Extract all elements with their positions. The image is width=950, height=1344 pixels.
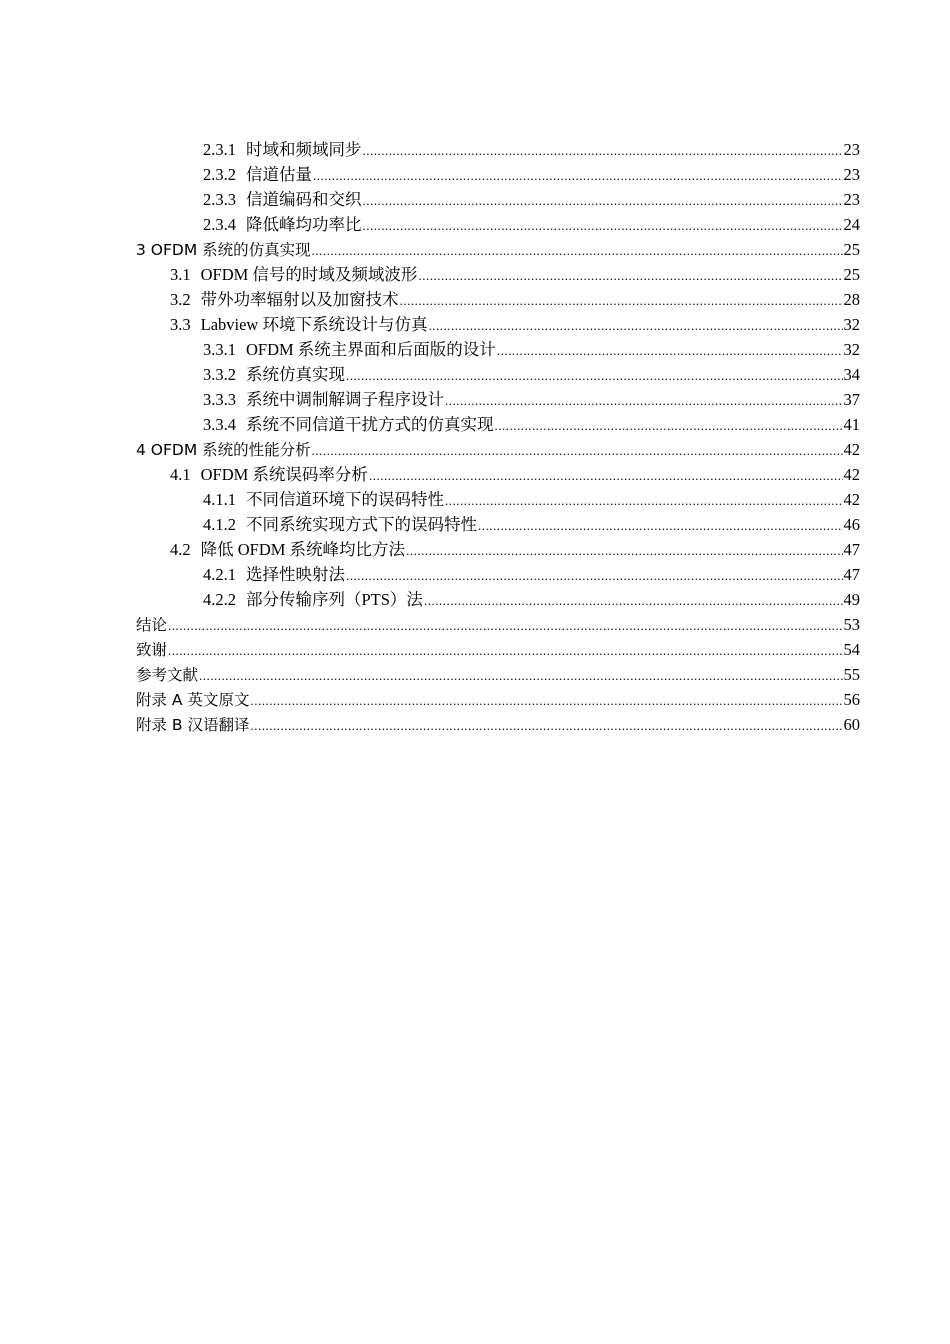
toc-entry[interactable] (136, 162, 860, 187)
toc-dot-leader (168, 613, 842, 638)
toc-entry-title: 4 OFDM 系统的性能分析 (136, 441, 311, 459)
toc-entry-title: 附录 A 英文原文 (136, 691, 250, 709)
toc-entry-page-number: 46 (843, 515, 860, 534)
toc-entry-page-number: 37 (843, 390, 860, 409)
toc-dot-leader (497, 338, 843, 363)
toc-entry-number: 3.3.1 (203, 340, 236, 359)
toc-dot-leader (369, 463, 843, 488)
toc-entry-page-number: 32 (843, 315, 860, 334)
toc-entry-title: OFDM 系统主界面和后面版的设计 (246, 340, 496, 359)
toc-entry-number: 4.1.1 (203, 490, 236, 509)
toc-dot-leader (445, 388, 843, 413)
toc-entry[interactable] (136, 662, 860, 687)
toc-entry-number: 4.2.1 (203, 565, 236, 584)
toc-dot-leader (418, 263, 842, 288)
toc-entry-title: 选择性映射法 (246, 565, 345, 584)
toc-entry[interactable] (136, 387, 860, 412)
toc-entry[interactable] (136, 362, 860, 387)
toc-dot-leader (168, 638, 842, 663)
toc-entry-title: 信道编码和交织 (246, 190, 362, 209)
toc-entry-title: 系统仿真实现 (246, 365, 345, 384)
toc-entry-page-number: 42 (843, 490, 860, 509)
toc-entry[interactable] (136, 462, 860, 487)
toc-entry-page-number: 49 (843, 590, 860, 609)
toc-entry-number: 3.1 (170, 265, 191, 284)
toc-entry-number: 4.1 (170, 465, 191, 484)
toc-entry-number: 3.3.2 (203, 365, 236, 384)
toc-entry-title: 3 OFDM 系统的仿真实现 (136, 241, 311, 259)
toc-entry-title: OFDM 系统误码率分析 (200, 465, 368, 484)
toc-entry[interactable] (136, 512, 860, 537)
toc-entry-number: 2.3.1 (203, 140, 236, 159)
toc-dot-leader (312, 238, 843, 263)
toc-entry-number: 3.2 (170, 290, 191, 309)
toc-entry-title: 不同信道环境下的误码特性 (246, 490, 444, 509)
toc-dot-leader (251, 713, 843, 738)
toc-entry[interactable] (136, 487, 860, 512)
toc-entry-number: 3.3 (170, 315, 191, 334)
toc-entry[interactable] (136, 287, 860, 312)
toc-entry-title: 降低 OFDM 系统峰均比方法 (200, 540, 406, 559)
toc-entry-page-number: 23 (843, 190, 860, 209)
toc-dot-leader (445, 488, 843, 513)
toc-entry-number: 4.2 (170, 540, 191, 559)
toc-dot-leader (363, 188, 843, 213)
toc-entry-number: 2.3.3 (203, 190, 236, 209)
toc-entry-title: 附录 B 汉语翻译 (136, 716, 250, 734)
toc-entry[interactable] (136, 412, 860, 437)
toc-entry[interactable] (136, 562, 860, 587)
toc-entry-title: 信道估量 (246, 165, 312, 184)
toc-dot-leader (400, 288, 843, 313)
toc-entry-title: 降低峰均功率比 (246, 215, 362, 234)
toc-entry-title: 带外功率辐射以及加窗技术 (200, 290, 399, 309)
toc-entry[interactable] (136, 262, 860, 287)
toc-entry[interactable] (136, 587, 860, 612)
toc-dot-leader (363, 138, 843, 163)
toc-entry-page-number: 25 (843, 265, 860, 284)
toc-dot-leader (363, 213, 843, 238)
toc-entry-page-number: 53 (843, 615, 860, 634)
toc-entry[interactable] (136, 212, 860, 237)
toc-entry-page-number: 60 (843, 715, 860, 734)
toc-entry-number: 2.3.4 (203, 215, 236, 234)
toc-entry-page-number: 42 (843, 440, 860, 459)
toc-entry[interactable] (136, 137, 860, 162)
toc-entry-page-number: 32 (843, 340, 860, 359)
toc-dot-leader (495, 413, 843, 438)
toc-entry-title: 系统中调制解调子程序设计 (246, 390, 444, 409)
toc-dot-leader (312, 438, 843, 463)
toc-dot-leader (199, 663, 842, 688)
toc-entry[interactable] (136, 687, 860, 712)
toc-entry-page-number: 47 (843, 565, 860, 584)
toc-dot-leader (478, 513, 843, 538)
toc-entry-page-number: 41 (843, 415, 860, 434)
toc-entry[interactable] (136, 712, 860, 737)
toc-entry-title: OFDM 信号的时域及频域波形 (200, 265, 418, 284)
toc-entry-number: 2.3.2 (203, 165, 236, 184)
toc-entry-page-number: 24 (843, 215, 860, 234)
toc-entry-page-number: 28 (843, 290, 860, 309)
toc-entry-page-number: 23 (843, 140, 860, 159)
toc-entry-title: 结论 (136, 616, 168, 634)
toc-entry-page-number: 56 (843, 690, 860, 709)
toc-entry[interactable] (136, 337, 860, 362)
toc-entry-title: 部分传输序列（PTS）法 (246, 590, 423, 609)
toc-entry-number: 4.1.2 (203, 515, 236, 534)
toc-entry[interactable] (136, 237, 860, 262)
toc-dot-leader (346, 563, 843, 588)
toc-entry-title: 时域和频域同步 (246, 140, 362, 159)
toc-dot-leader (406, 538, 842, 563)
toc-entry-title: 参考文献 (136, 666, 199, 684)
toc-dot-leader (250, 688, 842, 713)
toc-entry[interactable] (136, 437, 860, 462)
toc-entry-number: 3.3.3 (203, 390, 236, 409)
toc-entry-title: Labview 环境下系统设计与仿真 (200, 315, 428, 334)
toc-entry-title: 致谢 (136, 641, 168, 659)
toc-entry[interactable] (136, 537, 860, 562)
toc-entry[interactable] (136, 312, 860, 337)
toc-entry[interactable] (136, 637, 860, 662)
toc-entry-number: 4.2.2 (203, 590, 236, 609)
toc-dot-leader (346, 363, 843, 388)
toc-entry-page-number: 23 (843, 165, 860, 184)
toc-entry-page-number: 54 (843, 640, 860, 659)
toc-dot-leader (428, 313, 842, 338)
toc-entry-title: 系统不同信道干扰方式的仿真实现 (246, 415, 494, 434)
toc-dot-leader (424, 588, 843, 613)
toc-entry-page-number: 47 (843, 540, 860, 559)
toc-entry[interactable] (136, 187, 860, 212)
toc-entry-page-number: 34 (843, 365, 860, 384)
toc-entry[interactable] (136, 612, 860, 637)
toc-entry-page-number: 42 (843, 465, 860, 484)
toc-dot-leader (313, 163, 843, 188)
table-of-contents (136, 137, 860, 737)
toc-entry-page-number: 55 (843, 665, 860, 684)
toc-entry-title: 不同系统实现方式下的误码特性 (246, 515, 477, 534)
toc-entry-number: 3.3.4 (203, 415, 236, 434)
toc-entry-page-number: 25 (843, 240, 860, 259)
